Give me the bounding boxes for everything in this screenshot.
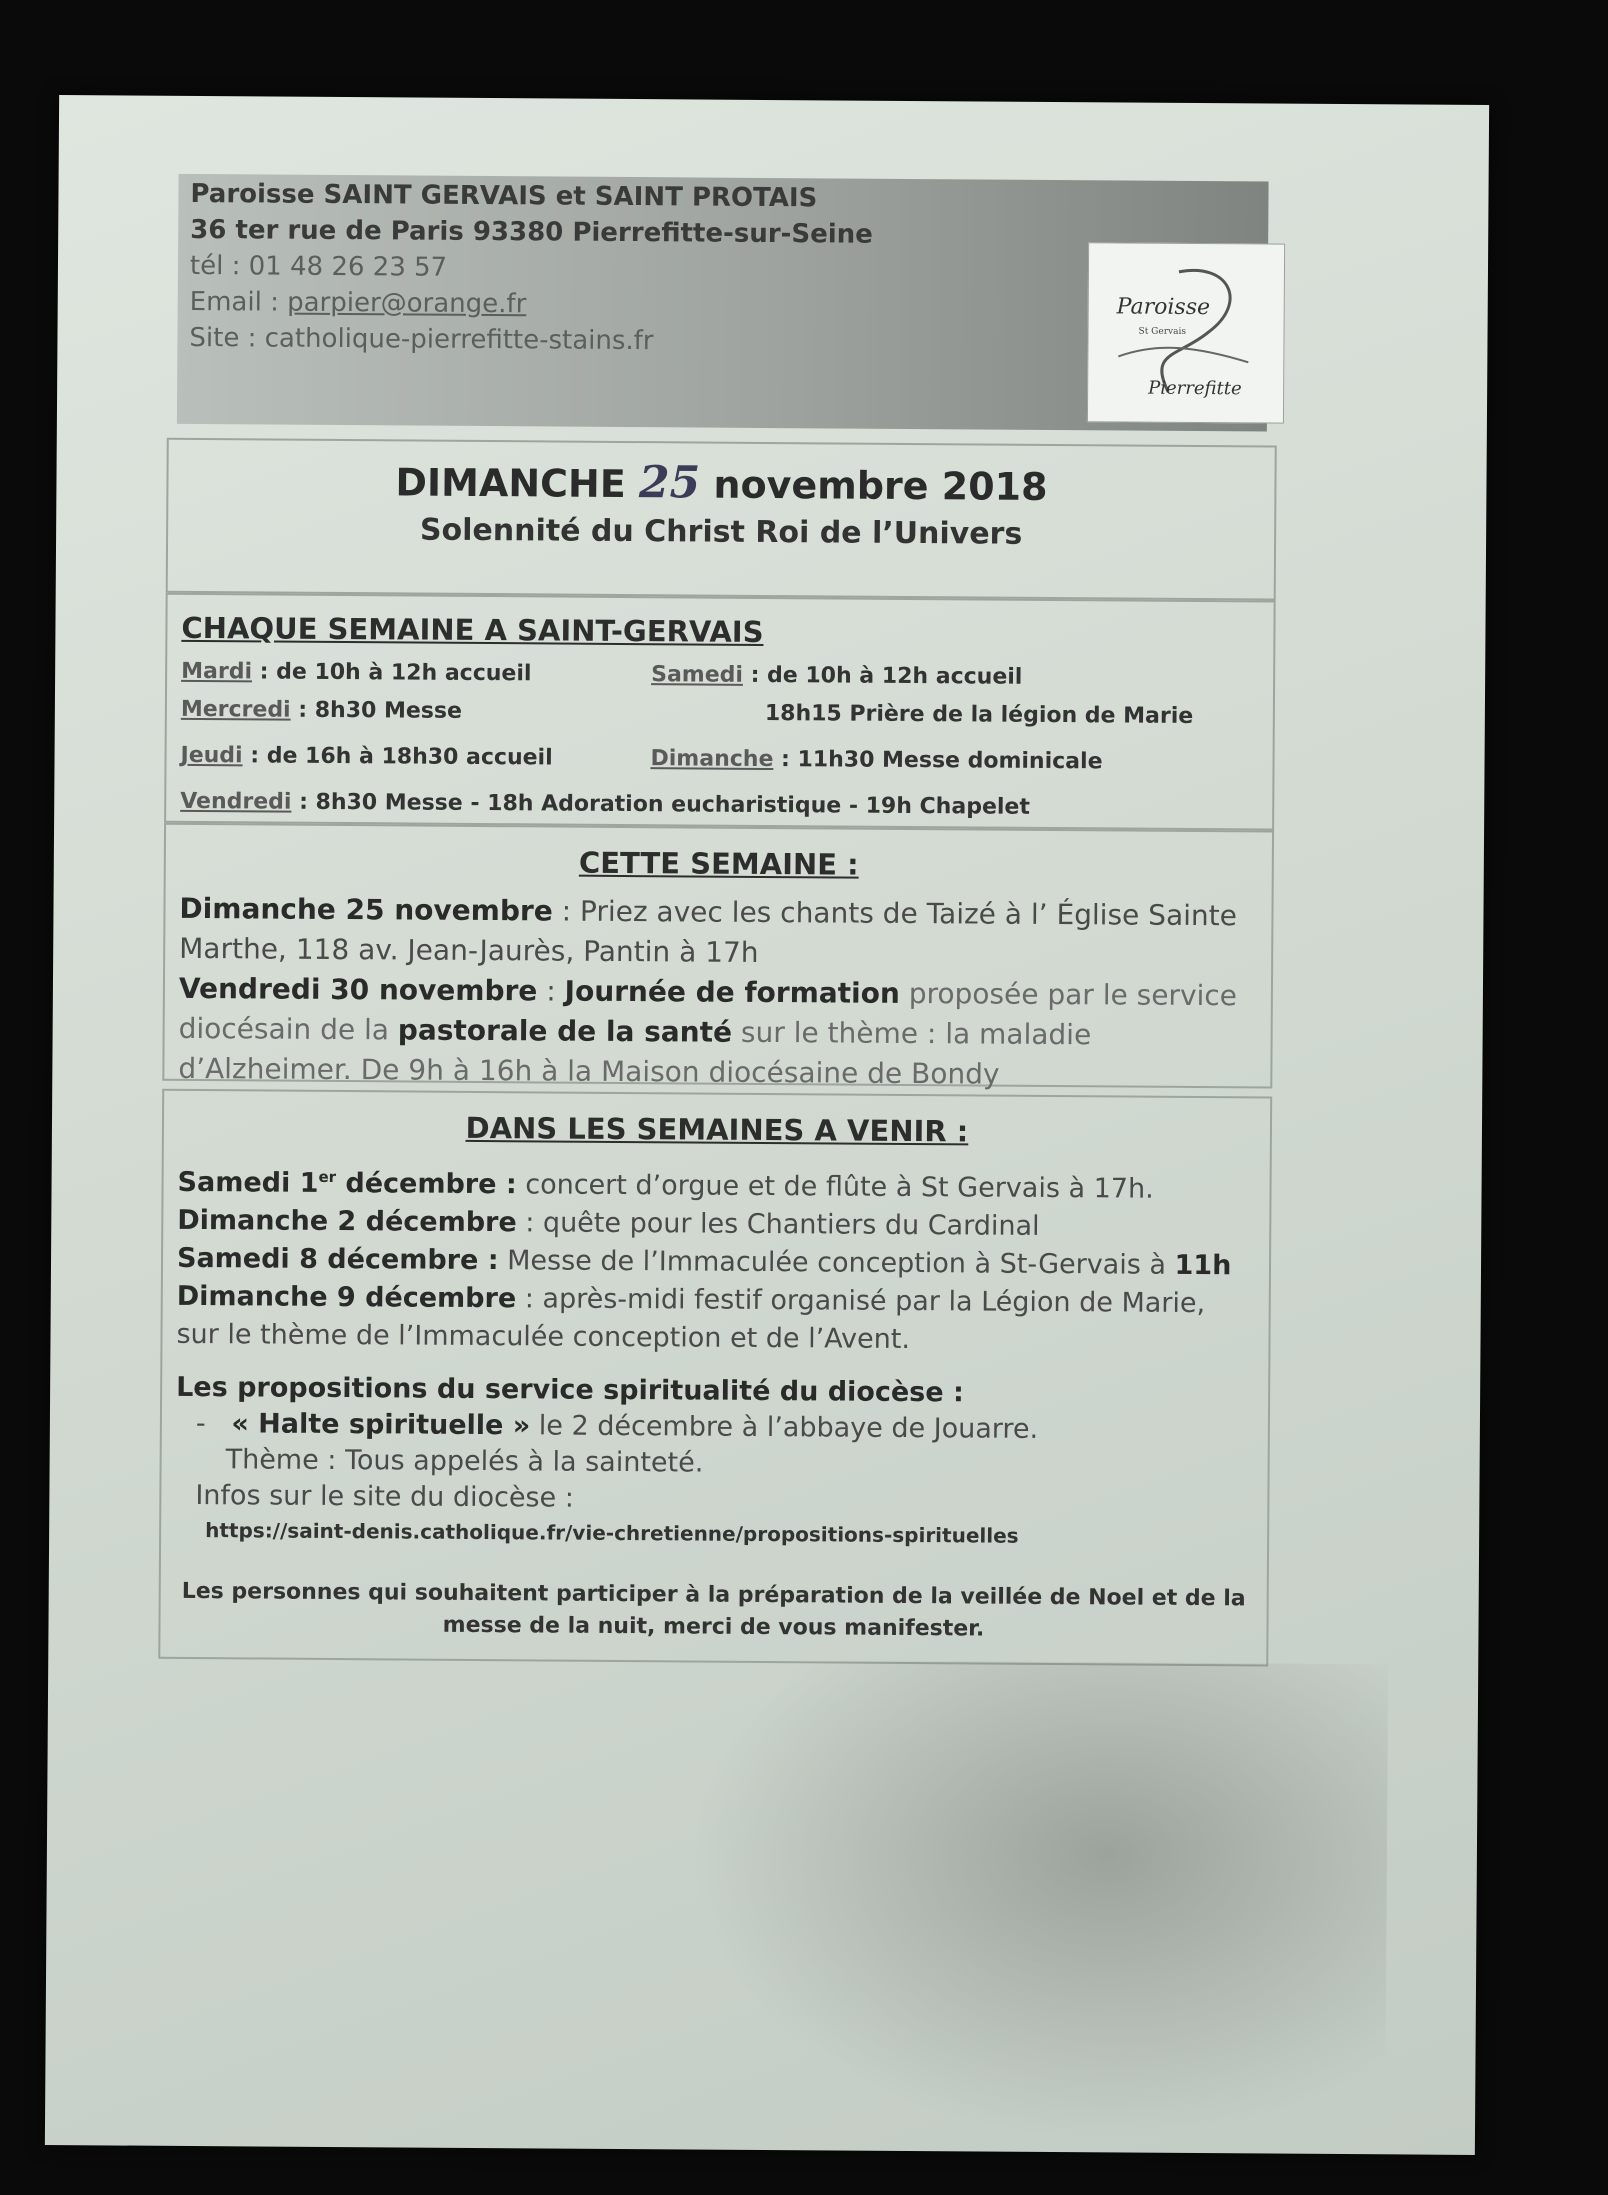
page-title — [168, 454, 1274, 513]
title-month-year: novembre 2018 — [713, 462, 1048, 509]
site-label: Site : — [189, 322, 265, 354]
closing-note: Les personnes qui souhaitent participer à la préparation de la veillée de Noel et de la messe de la nuit, merci de vous manifester. — [181, 1578, 1246, 1642]
weekly-grid — [180, 658, 1259, 820]
parish-phone: tél : 01 48 26 23 57 — [189, 250, 448, 283]
this-week-box — [162, 823, 1274, 1089]
logo-line-2: St Gervais — [1138, 326, 1187, 337]
coming-heading: DANS LES SEMAINES A VENIR : — [465, 1110, 969, 1149]
schedule-row-jeudi: Jeudi : de 16h à 18h30 accueil — [180, 742, 553, 771]
weekly-schedule-box — [164, 593, 1276, 831]
schedule-row-samedi-2: 18h15 Prière de la légion de Marie — [764, 700, 1194, 729]
schedule-row-samedi: Samedi : de 10h à 12h accueil — [651, 662, 1023, 690]
parish-header — [189, 176, 1150, 363]
page-subtitle: Solennité du Christ Roi de l’Univers — [419, 512, 1023, 552]
photo-shadow — [685, 1659, 1388, 2144]
parish-logo — [1087, 242, 1285, 423]
this-week-item-2: Vendredi 30 novembre : Journée de formation proposée par le service diocésain de la pastorale de la santé sur le thème : la maladie d’Alzheimer. De 9h à 16h à la Maison diocésaine de Bondy — [178, 971, 1238, 1091]
schedule-row-dimanche: Dimanche : 11h30 Messe dominicale — [650, 746, 1103, 775]
logo-line-3: Pierrefitte — [1148, 377, 1242, 400]
email-label: Email : — [189, 286, 288, 318]
title-handwritten-date: 25 — [638, 457, 701, 509]
schedule-row-mercredi: Mercredi : 8h30 Messe — [180, 696, 463, 724]
title-box — [166, 438, 1277, 601]
this-week-item-1: Dimanche 25 novembre : Priez avec les chants de Taizé à l’ Église Sainte Marthe, 118 av. Jean-Jaurès, Pantin à 17h — [179, 891, 1238, 969]
coming-weeks-box — [158, 1089, 1272, 1667]
coming-item-2: Dimanche 2 décembre : quête pour les Chantiers du Cardinal — [177, 1204, 1040, 1242]
schedule-row-vendredi: Vendredi : 8h30 Messe - 18h Adoration eucharistique - 19h Chapelet — [180, 788, 1030, 820]
parish-site-line — [189, 320, 1149, 363]
logo-line-1: Paroisse — [1116, 294, 1211, 321]
spirituality-theme: Thème : Tous appelés à la sainteté. — [225, 1444, 704, 1479]
schedule-row-mardi: Mardi : de 10h à 12h accueil — [181, 658, 532, 687]
coming-item-4: Dimanche 9 décembre : après-midi festif organisé par la Légion de Marie, sur le thème de l’Immaculée conception et de l’Avent. — [176, 1280, 1206, 1356]
weekly-heading: CHAQUE SEMAINE A SAINT-GERVAIS — [181, 610, 764, 649]
spirituality-item: - « Halte spirituelle » le 2 décembre à l’abbaye de Jouarre. — [195, 1408, 1039, 1445]
parish-address: 36 ter rue de Paris 93380 Pierrefitte-sur-Seine — [190, 214, 873, 250]
this-week-heading: CETTE SEMAINE : — [578, 845, 859, 882]
site-link[interactable]: catholique-pierrefitte-stains.fr — [264, 323, 654, 357]
spirituality-heading: Les propositions du service spiritualité du diocèse : — [176, 1371, 964, 1409]
bulletin-sheet — [45, 95, 1489, 2155]
logo-swirl-icon — [1108, 261, 1259, 402]
coming-item-3: Samedi 8 décembre : Messe de l’Immaculée conception à St-Gervais à 11h — [176, 1242, 1232, 1282]
parish-name: Paroisse SAINT GERVAIS et SAINT PROTAIS — [190, 178, 818, 214]
email-link[interactable]: parpier@orange.fr — [287, 287, 527, 320]
spirituality-url[interactable]: https://saint-denis.catholique.fr/vie-chretienne/propositions-spirituelles — [205, 1518, 1019, 1548]
title-day: DIMANCHE — [395, 460, 626, 506]
spirituality-info: Infos sur le site du diocèse : — [195, 1480, 574, 1514]
coming-item-1: Samedi 1er décembre : concert d’orgue et de flûte à St Gervais à 17h. — [177, 1166, 1154, 1205]
